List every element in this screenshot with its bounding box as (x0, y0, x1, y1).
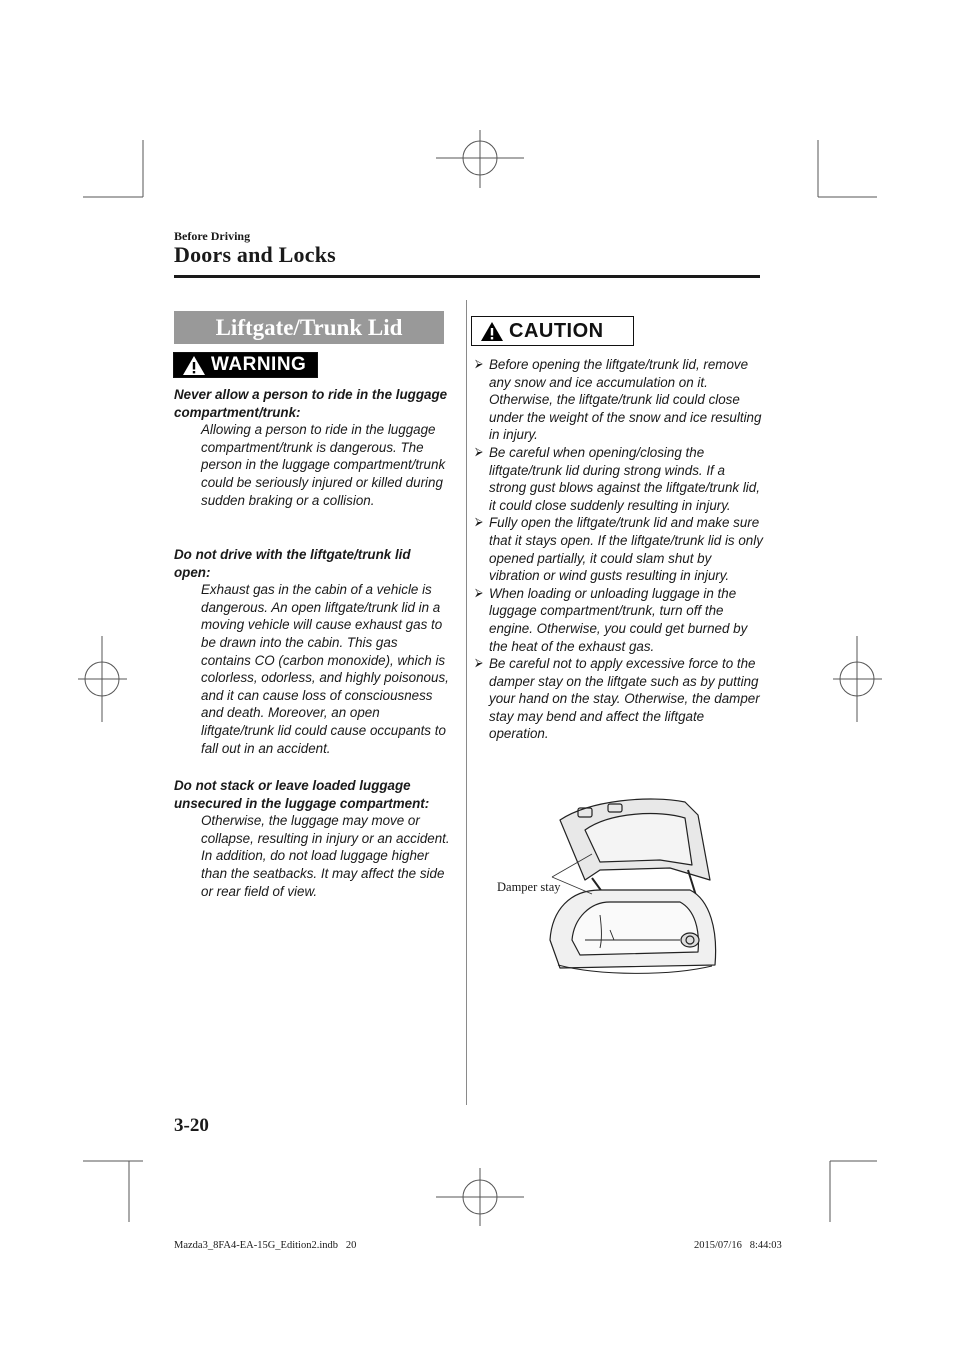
list-item: ⮚ Be careful not to apply excessive force to the damper stay on the liftgate such as by putting your hand on the stay. Otherwise, the damper stay may bend and affect the liftgate operation. (475, 656, 760, 742)
warning-heading: Never allow a person to ride in the luggage compartment/trunk: (174, 387, 448, 420)
warning-triangle-icon (480, 321, 504, 342)
print-slug-timestamp: 2015/07/16 8:44:03 (694, 1240, 782, 1251)
open-liftgate-illustration (540, 790, 720, 980)
topic-banner: Liftgate/Trunk Lid (174, 311, 444, 344)
print-slug-filename: Mazda3_8FA4-EA-15G_Edition2.indb 20 (174, 1240, 357, 1251)
warning-body: Allowing a person to ride in the luggage compartment/trunk is dangerous. The person in the luggage compartment/trunk could be seriously injured or killed during sudden braking or a collision. (201, 422, 446, 508)
list-item: ⮚ When loading or unloading luggage in the luggage compartment/trunk, turn off the engine. Otherwise, you could get burned by the heat of the exhaust gas. (475, 585, 748, 654)
warning-body: Otherwise, the luggage may move or collapse, resulting in injury or an accident. In addition, do not load luggage higher than the seatbacks. It may affect the side or rear field of view. (201, 813, 450, 899)
bullet-arrow-icon: ⮚ (475, 586, 483, 599)
figure-label-damper-stay: Damper stay (497, 880, 561, 894)
bullet-arrow-icon: ⮚ (475, 657, 483, 670)
section-title: Doors and Locks (174, 242, 336, 267)
warning-heading: Do not stack or leave loaded luggage unsecured in the luggage compartment: (174, 778, 430, 811)
caution-badge-label: CAUTION (509, 319, 604, 342)
warning-badge (173, 352, 318, 378)
bullet-arrow-icon: ⮚ (475, 445, 483, 458)
list-item: ⮚ Be careful when opening/closing the liftgate/trunk lid during strong winds. If a strong gust blows against the liftgate/trunk lid, it could close suddenly resulting in injury. (475, 444, 760, 513)
page-number: 3-20 (174, 1115, 209, 1136)
bullet-arrow-icon: ⮚ (475, 358, 483, 370)
warning-item-2 (174, 546, 450, 757)
caution-badge (471, 316, 634, 346)
warning-item-1 (174, 386, 450, 509)
section-label: Before Driving (174, 229, 251, 243)
list-item: ⮚ Before opening the liftgate/trunk lid, remove any snow and ice accumulation on it. Otherwise, the liftgate/trunk lid could close under the weight of the snow and ice resulting in injury. (475, 357, 762, 443)
list-item: ⮚ Fully open the liftgate/trunk lid and make sure that it stays open. If the liftgate/trunk lid is only opened partially, it could slam shut by vibration or wind gusts resulting in injury. (475, 515, 763, 584)
bullet-arrow-icon: ⮚ (475, 516, 483, 529)
column-divider (466, 300, 467, 1105)
warning-item-3 (174, 777, 450, 900)
warning-body: Exhaust gas in the cabin of a vehicle is dangerous. An open liftgate/trunk lid in a moving vehicle will cause exhaust gas to be drawn into the cabin. This gas contains CO (carbon monoxide), which is colorless, odorless, and highly poisonous, and it can cause loss of consciousness and death. Moreover, an open liftgate/trunk lid could cause occupants to fall out in an accident. (201, 582, 449, 756)
caution-list (472, 356, 764, 743)
title-rule (174, 275, 760, 278)
warning-badge-label: WARNING (211, 354, 307, 375)
warning-triangle-icon (182, 355, 206, 376)
warning-heading: Do not drive with the liftgate/trunk lid open: (174, 547, 411, 580)
